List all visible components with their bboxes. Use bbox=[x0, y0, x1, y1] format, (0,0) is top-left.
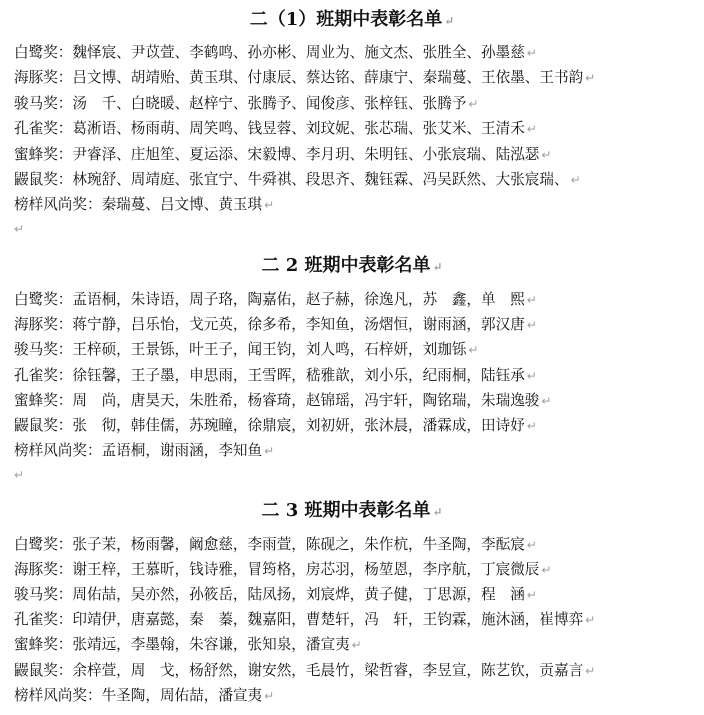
blank-paragraph-1: ↵ bbox=[14, 222, 25, 236]
section-3-row-5: 蜜蜂奖：张靖远，李墨翰，朱容谦，张知泉，潘宣夷 ↵ bbox=[14, 636, 362, 653]
section-2-row-2: 海豚奖：蒋宁静，吕乐怡，戈元英，徐多希，李知鱼，汤熠恒，谢雨涵，郭汉唐 ↵ bbox=[14, 316, 537, 333]
section-1-row-3: 骏马奖：汤 千、白晓暖、赵梓宁、张腾予、闻俊彦、张梓钰、张腾予 ↵ bbox=[14, 95, 479, 112]
section-2-row-3: 骏马奖：王梓硕，王景铄，叶王子，闻王钧，刘人鸣，石梓妍，刘珈铄 ↵ bbox=[14, 341, 479, 358]
section-1-row-4: 孔雀奖：葛淅语、杨雨萌、周笑鸣、钱昱蓉、刘玟妮、张芯瑞、张艾米、王清禾 ↵ bbox=[14, 120, 537, 137]
section-3-row-1: 白鹭奖：张子茉，杨雨馨，阚愈慈，李雨萱，陈砚之，朱作杭，牛圣陶，李酝宸 ↵ bbox=[14, 536, 537, 553]
section-1-row-2: 海豚奖：吕文博、胡靖贻、黄玉琪、付康辰、蔡达铭、薛康宁、秦瑞蔓、王依墨、王书韵 ↵ bbox=[14, 69, 596, 86]
section-1-row-5: 蜜蜂奖：尹睿泽、庄旭笙、夏运添、宋毅博、李月玥、朱明钰、小张宸瑞、陆泓瑟 ↵ bbox=[14, 146, 552, 163]
section-1-row-1: 白鹭奖：魏怿宸、尹苡萱、李鹤鸣、孙亦彬、周业为、施文杰、张胜全、孙墨慈 ↵ bbox=[14, 44, 537, 61]
blank-paragraph-2: ↵ bbox=[14, 468, 25, 482]
section-2-row-7: 榜样风尚奖：孟语桐，谢雨涵，李知鱼 ↵ bbox=[14, 442, 275, 459]
section-1-row-6: 鼹鼠奖：林琬舒、周靖庭、张宜宁、牛舜祺、段思齐、魏钰霖、冯吴跃然、大张宸瑞、 ↵ bbox=[14, 171, 581, 188]
section-1-row-7: 榜样风尚奖：秦瑞蔓、吕文博、黄玉琪 ↵ bbox=[14, 196, 275, 213]
section-3-row-2: 海豚奖：谢王梓，王慕昕，钱诗雅，冒筠格，房芯羽，杨堃恩，李序航，丁宸微辰 ↵ bbox=[14, 561, 552, 578]
section-3-row-6: 鼹鼠奖：余梓萱，周 戈，杨舒然，谢安然，毛晨竹，梁哲睿，李昱宣，陈艺钦，贡嘉言 ↵ bbox=[14, 662, 596, 679]
section-3-row-7: 榜样风尚奖：牛圣陶，周佑喆，潘宣夷 ↵ bbox=[14, 687, 275, 704]
section-2-row-5: 蜜蜂奖：周 尚，唐昊天，朱胜希，杨睿琦，赵锦瑶，冯宇轩，陶铭瑞，朱瑞逸骏 ↵ bbox=[14, 392, 552, 409]
section-1-title: 二（1）班期中表彰名单 ↵ bbox=[249, 9, 455, 30]
section-2-row-6: 鼹鼠奖：张 彻，韩佳儒，苏琬瞳，徐鼎宸，刘初妍，张沐晨，潘霖成，田诗妤 ↵ bbox=[14, 417, 537, 434]
section-3-row-4: 孔雀奖：印靖伊，唐嘉懿，秦 蓁，魏嘉阳，曹楚轩，冯 轩，王钧霖，施沐涵，崔博弈 ↵ bbox=[14, 611, 596, 628]
section-2-row-1: 白鹭奖：孟语桐，朱诗语，周子珞，陶嘉佑，赵子赫，徐逸凡，苏 鑫，单 熙 ↵ bbox=[14, 291, 537, 308]
section-3-row-3: 骏马奖：周佑喆，吴亦然，孙筱岳，陆凤扬，刘宸烨，黄子健，丁思源，程 涵 ↵ bbox=[14, 586, 537, 603]
section-2-title: 二 2 班期中表彰名单 ↵ bbox=[261, 255, 443, 276]
section-2-row-4: 孔雀奖：徐钰馨，王子墨，申思雨，王雪晖，嵇雅歆，刘小乐，纪雨桐，陆钰承 ↵ bbox=[14, 367, 537, 384]
section-3-title: 二 3 班期中表彰名单 ↵ bbox=[261, 500, 443, 521]
